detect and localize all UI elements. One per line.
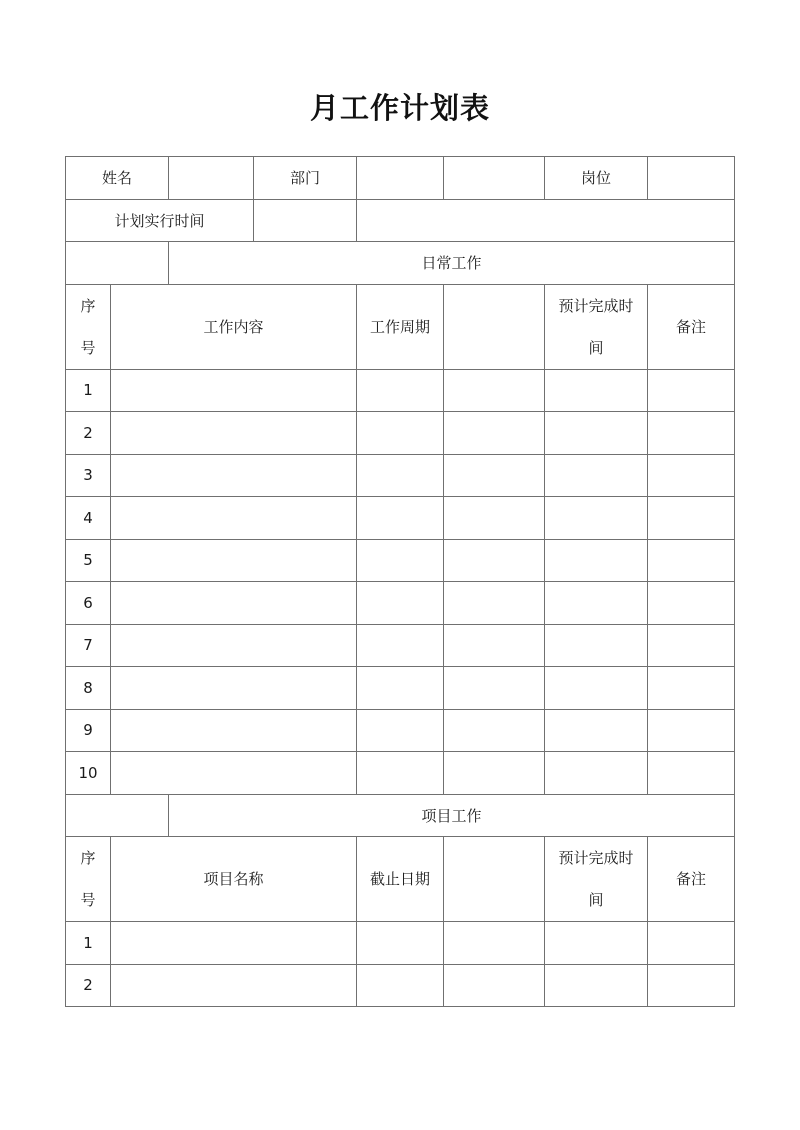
expected-cell[interactable]: [545, 454, 648, 497]
notes-cell[interactable]: [648, 709, 735, 752]
period-value-cell[interactable]: [254, 199, 357, 242]
notes-cell[interactable]: [648, 752, 735, 795]
notes-cell[interactable]: [648, 539, 735, 582]
deadline-cell[interactable]: [357, 922, 444, 965]
table-row: [66, 539, 735, 582]
row-index: 3: [66, 454, 111, 497]
position-label: 岗位: [545, 157, 648, 200]
page-title: 月工作计划表: [309, 91, 490, 125]
notes-cell[interactable]: [648, 582, 735, 625]
table-row: [66, 964, 735, 1007]
project-section-row: [66, 794, 735, 837]
row-index: 6: [66, 582, 111, 625]
content-cell[interactable]: [111, 582, 357, 625]
expected-cell[interactable]: [545, 964, 648, 1007]
table-row: [66, 497, 735, 540]
project-col-name: 项目名称: [111, 837, 357, 922]
cycle-cell[interactable]: [357, 497, 444, 540]
project-col-deadline: 截止日期: [357, 837, 444, 922]
cycle-cell[interactable]: [357, 412, 444, 455]
project-col-expected: [545, 837, 648, 922]
plan-table: [65, 156, 735, 1007]
blank-cell[interactable]: [444, 369, 545, 412]
project-col-expected-line2: 间: [588, 891, 604, 909]
notes-cell[interactable]: [648, 412, 735, 455]
table-row: [66, 752, 735, 795]
period-detail-cell[interactable]: [357, 199, 735, 242]
cycle-cell[interactable]: [357, 369, 444, 412]
blank-cell[interactable]: [444, 624, 545, 667]
daily-col-index: [66, 284, 111, 369]
daily-col-expected-line2: 间: [588, 338, 604, 357]
table-row: [66, 922, 735, 965]
row-index: 8: [66, 667, 111, 710]
blank-cell[interactable]: [444, 964, 545, 1007]
blank-cell[interactable]: [444, 582, 545, 625]
blank-cell[interactable]: [444, 709, 545, 752]
expected-cell[interactable]: [545, 922, 648, 965]
name-label: 姓名: [66, 157, 169, 200]
row-index: 1: [66, 922, 111, 965]
table-row: [66, 369, 735, 412]
expected-cell[interactable]: [545, 667, 648, 710]
row-index: 5: [66, 539, 111, 582]
project-col-index-line2: 号: [80, 891, 96, 909]
project-name-cell[interactable]: [111, 964, 357, 1007]
expected-cell[interactable]: [545, 497, 648, 540]
expected-cell[interactable]: [545, 369, 648, 412]
dept-extra-cell[interactable]: [444, 157, 545, 200]
daily-col-expected-line1: 预计完成时: [558, 296, 634, 315]
project-name-cell[interactable]: [111, 922, 357, 965]
expected-cell[interactable]: [545, 539, 648, 582]
project-section-label: 项目工作: [169, 794, 735, 837]
project-col-expected-line1: 预计完成时: [558, 849, 634, 867]
content-cell[interactable]: [111, 412, 357, 455]
row-index: 9: [66, 709, 111, 752]
notes-cell[interactable]: [648, 369, 735, 412]
daily-header-row: [66, 284, 735, 369]
content-cell[interactable]: [111, 709, 357, 752]
table-row: [66, 624, 735, 667]
period-label: 计划实行时间: [66, 199, 254, 242]
blank-cell[interactable]: [444, 752, 545, 795]
table-row: [66, 454, 735, 497]
notes-cell[interactable]: [648, 497, 735, 540]
row-index: 4: [66, 497, 111, 540]
row-index: 1: [66, 369, 111, 412]
table-row: [66, 709, 735, 752]
row-index: 2: [66, 964, 111, 1007]
cycle-cell[interactable]: [357, 539, 444, 582]
cycle-cell[interactable]: [357, 582, 444, 625]
row-index: 7: [66, 624, 111, 667]
daily-col-content: 工作内容: [111, 284, 357, 369]
blank-cell[interactable]: [444, 454, 545, 497]
header-row-info: [66, 157, 735, 200]
row-index: 2: [66, 412, 111, 455]
expected-cell[interactable]: [545, 752, 648, 795]
content-cell[interactable]: [111, 369, 357, 412]
content-cell[interactable]: [111, 454, 357, 497]
cycle-cell[interactable]: [357, 454, 444, 497]
content-cell[interactable]: [111, 752, 357, 795]
daily-col-index-line2: 号: [80, 338, 96, 357]
cycle-cell[interactable]: [357, 752, 444, 795]
notes-cell[interactable]: [648, 964, 735, 1007]
blank-cell[interactable]: [444, 412, 545, 455]
row-index: 10: [66, 752, 111, 795]
content-cell[interactable]: [111, 539, 357, 582]
project-col-blank: [444, 837, 545, 922]
name-value-cell[interactable]: [169, 157, 254, 200]
daily-section-row: [66, 242, 735, 285]
cycle-cell[interactable]: [357, 624, 444, 667]
notes-cell[interactable]: [648, 624, 735, 667]
daily-col-blank: [444, 284, 545, 369]
expected-cell[interactable]: [545, 624, 648, 667]
daily-col-cycle: 工作周期: [357, 284, 444, 369]
table-row: [66, 412, 735, 455]
blank-cell[interactable]: [444, 922, 545, 965]
content-cell[interactable]: [111, 667, 357, 710]
cycle-cell[interactable]: [357, 709, 444, 752]
notes-cell[interactable]: [648, 454, 735, 497]
project-header-row: [66, 837, 735, 922]
position-value-cell[interactable]: [648, 157, 735, 200]
project-col-index-line1: 序: [80, 849, 96, 867]
table-row: [66, 667, 735, 710]
project-section-blank: [66, 794, 169, 837]
content-cell[interactable]: [111, 497, 357, 540]
expected-cell[interactable]: [545, 582, 648, 625]
cycle-cell[interactable]: [357, 667, 444, 710]
dept-label: 部门: [254, 157, 357, 200]
content-cell[interactable]: [111, 624, 357, 667]
header-row-period: [66, 199, 735, 242]
project-col-index: [66, 837, 111, 922]
blank-cell[interactable]: [444, 667, 545, 710]
project-col-notes: 备注: [648, 837, 735, 922]
table-row: [66, 582, 735, 625]
blank-cell[interactable]: [444, 497, 545, 540]
blank-cell[interactable]: [444, 539, 545, 582]
dept-value-cell[interactable]: [357, 157, 444, 200]
daily-col-notes: 备注: [648, 284, 735, 369]
expected-cell[interactable]: [545, 709, 648, 752]
daily-col-expected: [545, 284, 648, 369]
daily-section-blank: [66, 242, 169, 285]
daily-section-label: 日常工作: [169, 242, 735, 285]
notes-cell[interactable]: [648, 922, 735, 965]
deadline-cell[interactable]: [357, 964, 444, 1007]
daily-col-index-line1: 序: [80, 296, 96, 315]
notes-cell[interactable]: [648, 667, 735, 710]
expected-cell[interactable]: [545, 412, 648, 455]
